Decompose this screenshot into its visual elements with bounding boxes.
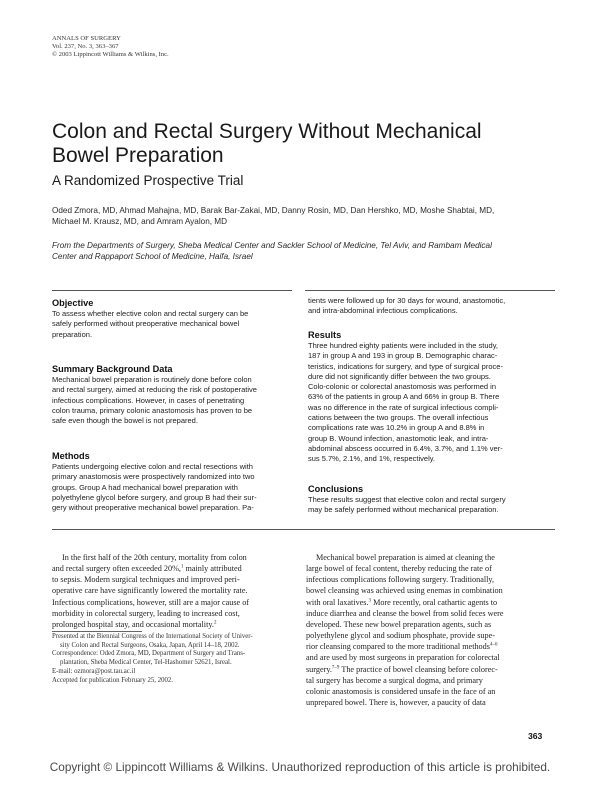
affiliation-line-1: From the Departments of Surgery, Sheba Medical Center and Sackler School of Medicine, Tel Aviv, and Rambam Medical	[52, 241, 492, 250]
text-line: large bowel of fecal content, thereby reducing the rate of	[306, 564, 492, 574]
text-line: Mechanical bowel preparation is routinely done before colon	[52, 375, 252, 384]
text-line: Mechanical bowel preparation is aimed at cleaning the	[316, 553, 495, 562]
text-span: surgery.	[306, 664, 332, 674]
footnote-presented-cont: sity Colon and Rectal Surgeons, Osaka, Japan, April 14–18, 2002.	[60, 641, 240, 649]
text-line: polyethylene glycol before surgery, and group B had their sur-	[52, 492, 257, 502]
text-line: safe even though the bowel is not prepared.	[52, 416, 198, 426]
text-line: colon trauma, primary colonic anastomosis has proven to be	[52, 405, 253, 415]
text-span: with oral laxatives.	[306, 597, 369, 607]
text-span: and rectal surgery often exceeded 20%,	[52, 564, 181, 574]
text-line: groups. Group A had mechanical bowel preparation with	[52, 482, 238, 492]
affiliation	[52, 240, 552, 263]
text-line: gery without preoperative mechanical bowel preparation. Pa-	[52, 503, 254, 513]
text-span: rior cleansing compared to the more traditional methods	[306, 642, 490, 652]
abstract-conclusions	[308, 484, 553, 516]
objective-heading: Objective	[52, 298, 94, 308]
footnote-correspondence-cont: plantation, Sheba Medical Center, Tel-Hashomer 52621, Isreal.	[60, 659, 232, 667]
text-line: cations between the two groups. The overall infectious	[308, 413, 489, 423]
methods-body	[52, 462, 297, 513]
text-line: complications rate was 10.2% in group A and 8.8% in	[308, 423, 485, 433]
text-line	[306, 597, 556, 608]
text-line: and are used by most surgeons in preparation for colorectal	[306, 653, 500, 663]
conclusions-heading: Conclusions	[308, 484, 364, 494]
conclusions-body	[308, 495, 553, 516]
text-line: These results suggest that elective colon and rectal surgery	[308, 495, 506, 504]
text-line	[52, 619, 302, 630]
abstract-results	[308, 330, 553, 465]
text-line: tal surgery has become a surgical dogma, and primary	[306, 675, 483, 685]
text-line: abdominal abscess occurred in 6.4%, 3.7%, and 1.1% ver-	[308, 443, 503, 453]
journal-volume: Vol. 237, No. 3, 363–367	[52, 42, 119, 50]
text-line: To assess whether elective colon and rectal surgery can be	[52, 309, 249, 318]
methods-heading: Methods	[52, 451, 90, 461]
text-line: operative care have significantly lowered the mortality rate.	[52, 586, 248, 596]
body-column-right	[306, 552, 556, 708]
footnote-accepted: Accepted for publication February 25, 2002.	[52, 676, 173, 684]
abstract-top-rule-right	[305, 290, 555, 291]
abstract-top-rule-left	[52, 290, 292, 291]
title-line-1: Colon and Rectal Surgery Without Mechanical	[52, 120, 482, 143]
text-span: More recently, oral cathartic agents to	[371, 597, 498, 607]
abstract-background	[52, 364, 297, 426]
affiliation-line-2: Center and Rappaport School of Medicine, Haifa, Israel	[52, 252, 253, 262]
article-title	[52, 120, 552, 168]
footnote-rule	[52, 631, 142, 632]
text-line: induce diarrhea and cleanse the bowel from solid feces were	[306, 608, 504, 618]
text-line: colonic anastomosis is considered unsafe in the face of an	[306, 686, 496, 696]
text-line: Infectious complications, however, still are a major cause of	[52, 597, 250, 607]
text-line	[306, 664, 556, 675]
text-line: teristics, indications for surgery, and type of surgical proce-	[308, 361, 503, 371]
authors-line-1: Oded Zmora, MD, Ahmad Mahajna, MD, Barak Bar-Zakai, MD, Danny Rosin, MD, Dan Hershko, MD, Moshe Shabtai, MD,	[52, 206, 495, 215]
abstract-methods-continued	[308, 296, 553, 317]
abstract-methods	[52, 451, 297, 513]
body-column-left	[52, 552, 302, 630]
citation-sup: 4–6	[489, 642, 498, 648]
abstract-bottom-rule	[52, 529, 555, 530]
text-line: developed. These new bowel preparation agents, such as	[306, 619, 492, 629]
citation-sup: 7–9	[331, 664, 340, 670]
footnote-email[interactable]: E-mail: ozmora@post.tau.ac.il	[52, 667, 136, 675]
article-subtitle: A Randomized Prospective Trial	[52, 173, 244, 188]
citation-sup: 2	[213, 620, 217, 626]
journal-name: ANNALS OF SURGERY	[52, 35, 121, 42]
text-line: 187 in group A and 193 in group B. Demographic charac-	[308, 351, 498, 361]
text-line	[52, 563, 302, 574]
text-line: Three hundred eighty patients were included in the study,	[308, 341, 498, 350]
journal-header	[52, 35, 169, 58]
text-line: bowel cleansing was achieved using enemas in combination	[306, 586, 503, 596]
text-line: infectious complications. However, in cases of penetrating	[52, 395, 245, 405]
text-line: Colo-colonic or colorectal anastomosis was performed in	[308, 382, 496, 392]
footnote-correspondence: Correspondence: Oded Zmora, MD, Department of Surgery and Trans-	[52, 650, 246, 658]
text-line: In the first half of the 20th century, mortality from colon	[62, 553, 247, 562]
text-line: dure did not significantly differ between the two groups.	[308, 371, 491, 381]
abstract-objective	[52, 298, 297, 340]
text-span: The practice of bowel cleansing before colorec-	[339, 664, 498, 674]
objective-body	[52, 309, 297, 340]
title-line-2: Bowel Preparation	[52, 144, 224, 167]
text-line: safely performed without preoperative mechanical bowel	[52, 319, 240, 329]
footnotes	[52, 633, 302, 685]
results-heading: Results	[308, 330, 342, 340]
page-number: 363	[528, 731, 543, 741]
text-line: to sepsis. Modern surgical techniques and improved peri-	[52, 575, 240, 585]
text-line: sus 5.7%, 2.1%, and 1%, respectively.	[308, 454, 436, 464]
text-line: infectious complications following surgery. Traditionally,	[306, 575, 494, 585]
authors-line-2: Michael M. Krausz, MD, and Amram Ayalon, MD	[52, 217, 228, 227]
text-span: mainly attributed	[183, 564, 242, 574]
text-line: preparation.	[52, 329, 93, 339]
text-line: unprepared bowel. There is, however, a paucity of data	[306, 698, 486, 708]
text-span: prolonged hospital stay, and occasional mortality.	[52, 619, 214, 629]
text-line: polyethylene glycol and sodium phosphate, provide supe-	[306, 631, 495, 641]
text-line: tients were followed up for 30 days for wound, anastomotic,	[308, 296, 506, 305]
text-line: primary anastomosis were prospectively randomized into two	[52, 472, 255, 482]
citation-sup: 1	[180, 564, 184, 570]
text-line: 63% of the patients in group A and 66% in group B. There	[308, 392, 500, 402]
text-line: and intra-abdominal infectious complications.	[308, 306, 458, 316]
text-line	[306, 641, 556, 652]
copyright-notice: Copyright © Lippincott Williams & Wilkins. Unauthorized reproduction of this article is prohibited.	[49, 760, 551, 774]
text-line: and rectal surgery, aimed at reducing the risk of postoperative	[52, 385, 257, 395]
background-body	[52, 375, 297, 426]
footnote-presented: Presented at the Biennial Congress of the International Society of Univer-	[52, 633, 253, 640]
results-body	[308, 341, 553, 465]
text-line: was no difference in the rate of surgical infectious compli-	[308, 402, 499, 412]
text-line: Patients undergoing elective colon and rectal resections with	[52, 462, 253, 471]
author-list	[52, 205, 552, 228]
citation-sup: 3	[368, 597, 372, 603]
text-line: group B. Wound infection, anastomotic leak, and intra-	[308, 433, 489, 443]
text-line: morbidity in colorectal surgery, leading to increased cost,	[52, 608, 240, 618]
journal-copyright: © 2003 Lippincott Williams & Wilkins, Inc.	[52, 50, 169, 58]
background-heading: Summary Background Data	[52, 364, 173, 374]
text-line: may be safely performed without mechanical preparation.	[308, 505, 499, 515]
